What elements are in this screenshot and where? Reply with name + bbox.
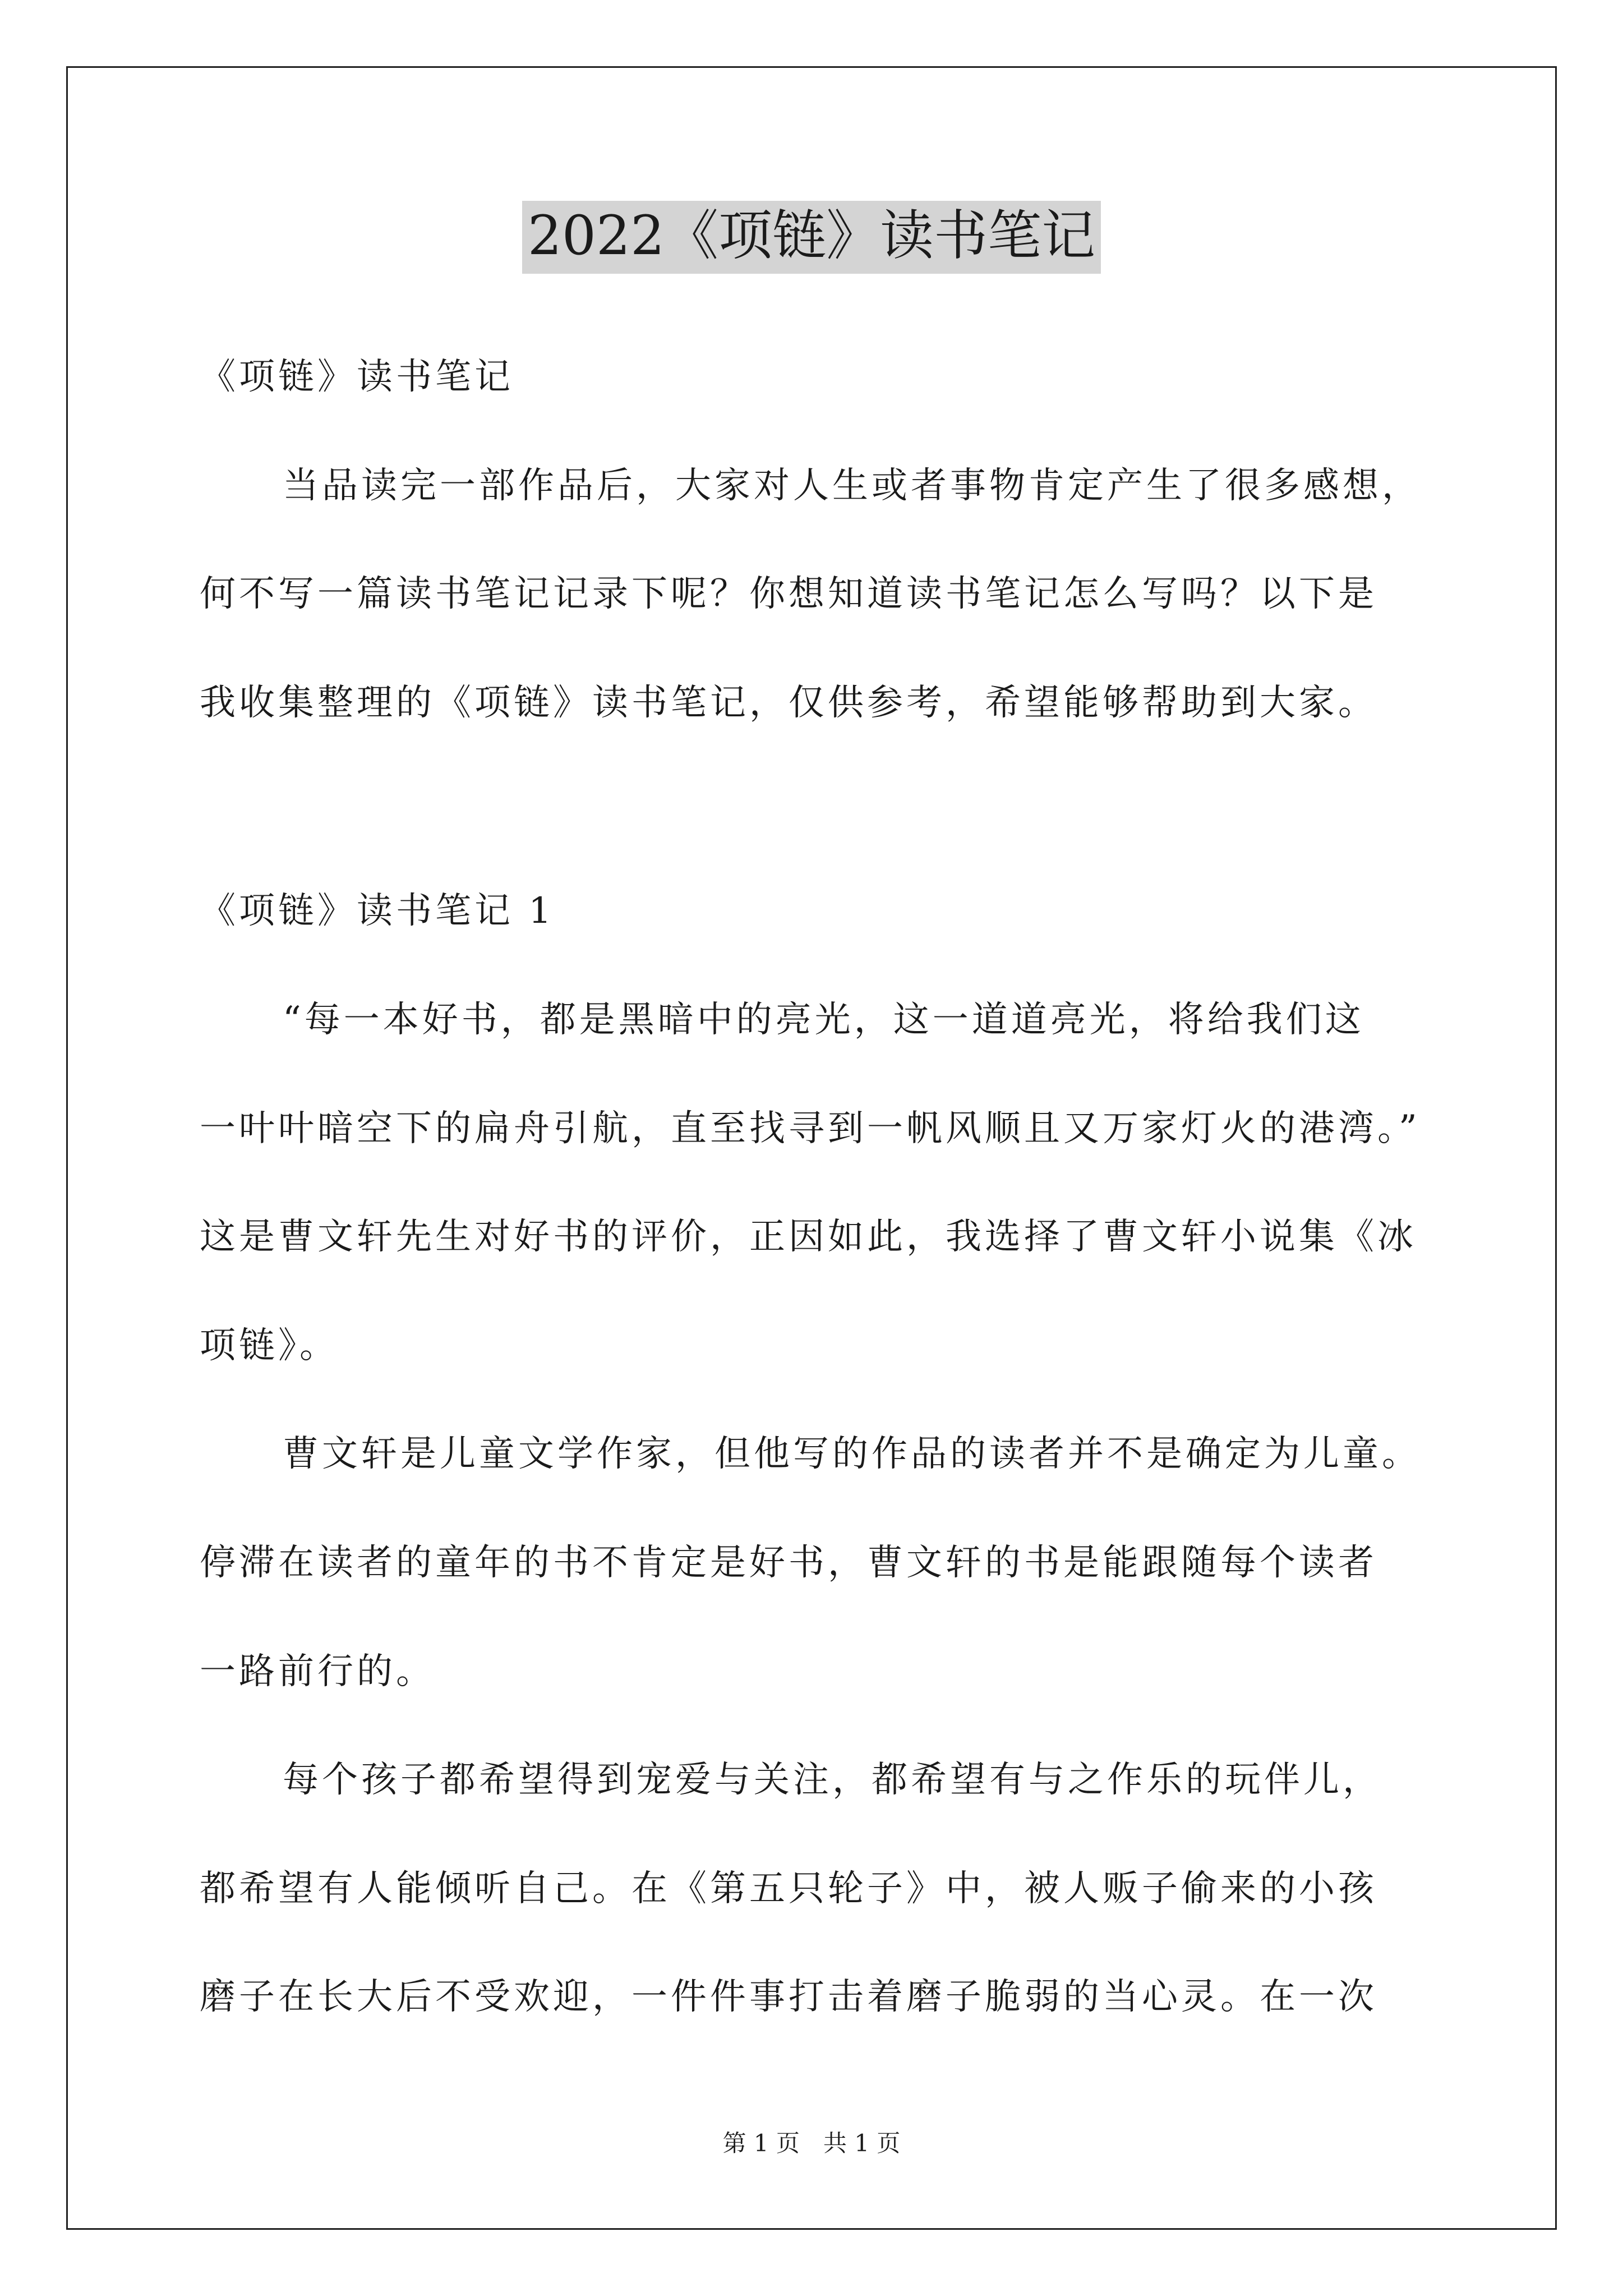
paragraph-line: 我收集整理的《项链》读书笔记，仅供参考，希望能够帮助到大家。: [200, 682, 1377, 724]
paragraph-line: 项链》。: [200, 1325, 339, 1366]
paragraph-line: 都希望有人能倾听自己。在《第五只轮子》中，被人贩子偷来的小孩: [200, 1868, 1377, 1910]
paragraph-line: 每个孩子都希望得到宠爱与关注，都希望有与之作乐的玩伴儿，: [283, 1759, 1382, 1801]
paragraph-line: 当品读完一部作品后，大家对人生或者事物肯定产生了很多感想，: [283, 465, 1421, 507]
document-title-text: 2022《项链》读书笔记: [522, 201, 1101, 274]
paragraph-line: 一叶叶暗空下的扁舟引航，直至找寻到一帆风顺且又万家灯火的港湾。”: [200, 1108, 1421, 1149]
subtitle: 《项链》读书笔记: [200, 356, 514, 398]
section-heading: 《项链》读书笔记 1: [200, 890, 555, 932]
page-number: 第 1 页 共 1 页: [722, 2129, 901, 2157]
paragraph-line: 一路前行的。: [200, 1651, 435, 1692]
paragraph-line: 何不写一篇读书笔记记录下呢？你想知道读书笔记怎么写吗？以下是: [200, 573, 1377, 615]
paragraph-line: 曹文轩是儿童文学作家，但他写的作品的读者并不是确定为儿童。: [283, 1433, 1421, 1475]
paragraph-line: 停滞在读者的童年的书不肯定是好书，曹文轩的书是能跟随每个读者: [200, 1542, 1377, 1584]
paragraph-line: 磨子在长大后不受欢迎，一件件事打击着磨子脆弱的当心灵。在一次: [200, 1976, 1377, 2018]
paragraph-line: “每一本好书，都是黑暗中的亮光，这一道道亮光，将给我们这: [283, 999, 1364, 1041]
document-title: [0, 201, 1623, 274]
paragraph-line: 这是曹文轩先生对好书的评价，正因如此，我选择了曹文轩小说集《冰: [200, 1216, 1417, 1258]
